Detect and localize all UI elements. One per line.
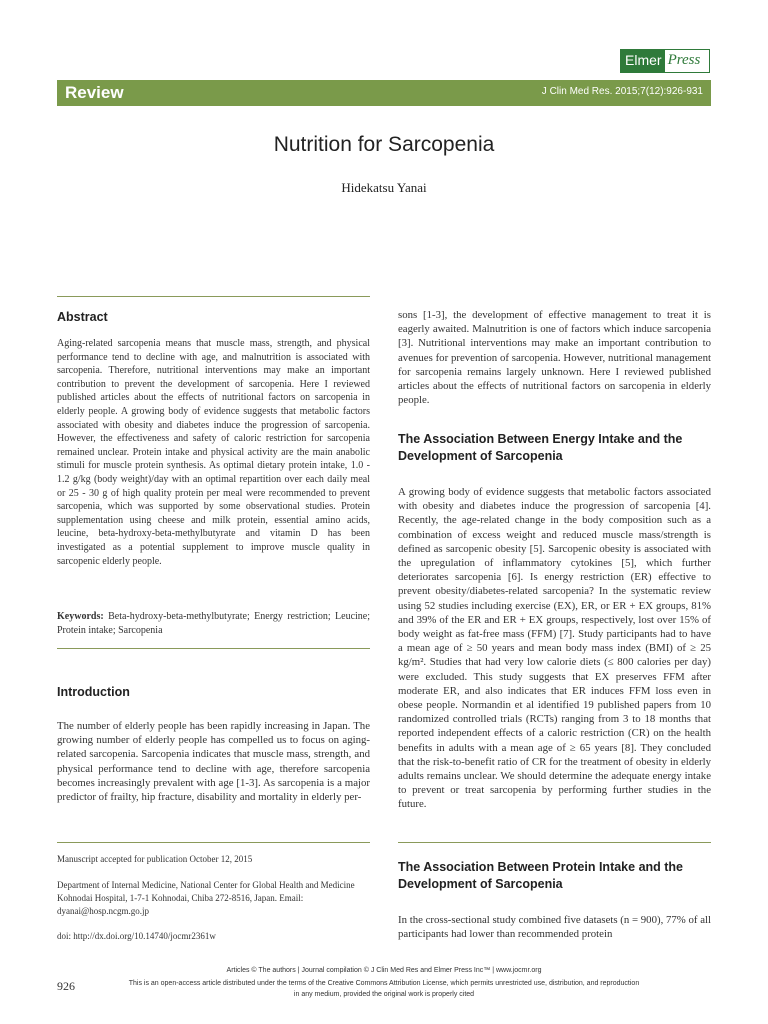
doi-note: doi: http://dx.doi.org/10.14740/jocmr2361w — [57, 931, 216, 941]
introduction-continued: sons [1-3], the development of effective management to treat it is eagerly awaited. Malnutrition is one of factors which induce sarcopenia [3]. Nutritional interventions may make an important contribution to avenues for prevention of sarcopenia. However, nutritional management for sarcopenia remains largely unknown. Here I reviewed published articles about the effects of nutritional factors on sarcopenia in elderly people. — [398, 309, 711, 407]
energy-section-heading: The Association Between Energy Intake and the Development of Sarcopenia — [398, 432, 683, 463]
review-banner — [57, 80, 711, 106]
introduction-text: The number of elderly people has been rapidly increasing in Japan. The growing number of elderly people has compelled us to focus on aging-related sarcopenia. Sarcopenia indicates that muscle mass, strength, and physical performance tend to decline with age, therefore sarcopenia becomes increasingly prevalent with age [1-3]. As sarcopenia is a major predictor of frailty, hip fracture, disability and mortality in elderly per- — [57, 720, 370, 804]
keywords — [57, 610, 370, 637]
energy-section-text: A growing body of evidence suggests that metabolic factors associated with obesity and diabetes induce the progression of sarcopenia [4]. Recently, the age-related change in the body composition such as a combination of excess weight and reduced muscle mass/strength is defined as sarcopenic obesity [5]. Sarcopenic obesity is associated with the upregulation of inflammatory cytokines [5], which further deteriorates sarcopenia [6]. Is energy restriction (ER) effective to prevent obesity/diabetes-related sarcopenia? In the systematic review using 52 studies including exercise (EX), ER, or ER + EX groups, 81% and 39% of the ER and ER + EX groups, respectively, lost over 15% of body weight as fat-free mass (FFM) [7]. Study participants had to have a mean age of ≥ 50 years and mean body mass index (BMI) of ≥ 25 kg/m². Studies that had very low calorie diets (≤ 800 calories per day) were excluded. This study suggests that EX preserves FFM after moderate ER, and also indicates that ER induces FFM loss even in obese people. Normandin et al identified 19 published papers from 10 randomized controlled trials (RCTs) ranging from 3 to 18 months that reported independent effects of a caloric restriction (CR) on the health benefits in adults with a mean age of ≥ 65 years [8]. They concluded that the risk-to-benefit ratio of CR for the treatment of obesity in elderly adults remains unclear. We should determine the adequate energy intake to prevent or treat sarcopenia by performing further studies in the future. — [398, 486, 711, 811]
journal-citation: J Clin Med Res. 2015;7(12):926-931 — [541, 86, 703, 97]
logo-part-1: Elmer — [621, 50, 665, 72]
footer-license-cont: in any medium, provided the original work is properly cited — [293, 991, 475, 998]
abstract-bottom-rule — [57, 648, 370, 649]
logo-part-2: Press — [667, 52, 701, 68]
abstract-heading: Abstract — [57, 310, 108, 324]
footer-copyright: Articles © The authors | Journal compilation © J Clin Med Res and Elmer Press Inc™ | www.jocmr.org — [226, 967, 542, 974]
accepted-note: Manuscript accepted for publication October 12, 2015 — [57, 854, 253, 864]
abstract-top-rule — [57, 296, 370, 297]
publisher-logo — [620, 49, 710, 73]
section-rule — [398, 842, 711, 843]
footer-license: This is an open-access article distributed under the terms of the Creative Commons Attribution License, which permits unrestricted use, distribution, and reproduction — [128, 980, 640, 987]
notes-rule — [57, 842, 370, 843]
abstract-text: Aging-related sarcopenia means that muscle mass, strength, and physical performance tend to decline with age, and malnutrition is associated with sarcopenia. Therefore, nutritional interventions may make an important contribution to prevent the development of sarcopenia. Here I reviewed published articles about the effects of nutritional factors on sarcopenia in elderly people. A growing body of evidence suggests that metabolic factors associated with obesity and diabetes induce the progression of sarcopenia. However, the effectiveness and safety of caloric restriction for sarcopenia remained unclear. Protein intake and physical activity are the main anabolic stimuli for muscle protein synthesis. As optimal dietary protein intake, 1.0 - 1.2 g/kg (body weight)/day with an optimal repartition over each daily meal or 25 - 30 g of high quality protein per meal were recommended to prevent sarcopenia, which was supported by some observational studies. Protein supplementation using cheese and milk protein, essential amino acids, leucine, beta-hydroxy-beta-methylbutyrate and vitamin D has been investigated as a potential supplement to improve muscle quality in sarcopenic elderly people. — [57, 338, 370, 567]
article-author: Hidekatsu Yanai — [341, 180, 427, 195]
introduction-heading: Introduction — [57, 685, 130, 699]
keywords-label: Keywords: — [57, 611, 104, 622]
affiliation-note: Department of Internal Medicine, National Center for Global Health and Medicine Kohnodai Hospital, 1-7-1 Kohnodai, Chiba 272-8516, Japan. Email: dyanai@hosp.ncgm.go.jp — [57, 880, 355, 916]
banner-label: Review — [65, 83, 124, 102]
article-title: Nutrition for Sarcopenia — [273, 133, 495, 156]
keywords-list: Beta-hydroxy-beta-methylbutyrate; Energy restriction; Leucine; Protein intake; Sarcopenia — [57, 611, 370, 636]
protein-section-text: In the cross-sectional study combined five datasets (n = 900), 77% of all participants had lower than recommended protein — [398, 914, 711, 941]
page-number: 926 — [57, 979, 75, 993]
protein-section-heading: The Association Between Protein Intake and the Development of Sarcopenia — [398, 860, 684, 891]
